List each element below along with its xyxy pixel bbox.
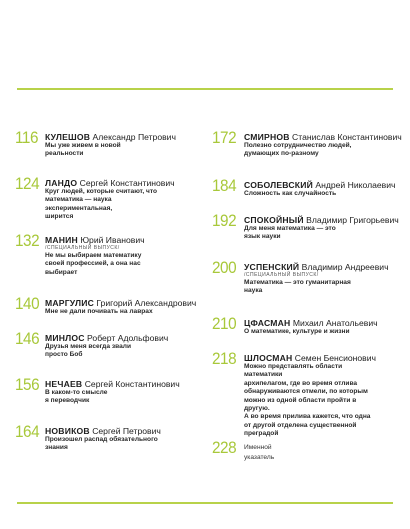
page-number: 218 xyxy=(212,349,237,368)
article-title: Не мы выбираем математику своей профессией, а она нас выбирает xyxy=(45,252,142,276)
author-name: КУЛЕШОВ Александр Петрович xyxy=(45,132,176,142)
article-title: Мне не дали почивать на лаврах xyxy=(45,308,153,315)
page-number: 172 xyxy=(212,128,237,147)
page-number: 184 xyxy=(212,176,237,195)
top-rule xyxy=(17,88,393,90)
author-name: ЦФАСМАН Михаил Анатольевич xyxy=(244,318,378,328)
page-number: 164 xyxy=(15,422,40,441)
page-number: 192 xyxy=(212,211,237,230)
article-title: Друзья меня всегда звали просто Боб xyxy=(45,343,131,359)
page-number: 156 xyxy=(15,375,40,394)
page-number: 228 xyxy=(212,438,237,457)
author-name: МАНИН Юрий Иванович xyxy=(45,235,145,245)
author-name: СМИРНОВ Станислав Константинович xyxy=(244,132,402,142)
article-title: Можно представлять области математики архипелагом, где во время отлива обнаруживаются отмели, по которым можно из одной области пройти в другую. А во время прилива кажется, что одна от другой отделена существенной преградой xyxy=(244,363,371,438)
article-title: Сложность как случайность xyxy=(244,190,337,197)
article-title: Для меня математика — это язык науки xyxy=(244,225,336,241)
bottom-rule xyxy=(17,502,393,504)
page-number: 132 xyxy=(15,231,40,250)
page-number: 200 xyxy=(212,258,237,277)
author-name: СОБОЛЕВСКИЙ Андрей Николаевич xyxy=(244,180,396,190)
author-name: СПОКОЙНЫЙ Владимир Григорьевич xyxy=(244,215,399,225)
article-title: Произошел распад обязательного знания xyxy=(45,436,158,452)
page-number: 124 xyxy=(15,174,40,193)
page-number: 210 xyxy=(212,314,237,333)
article-title: Полезно сотрудничество людей, думающих по-разному xyxy=(244,142,352,158)
special-issue-tag: /СПЕЦИАЛЬНЫЙ ВЫПУСК/ xyxy=(45,245,120,251)
author-name: НОВИКОВ Сергей Петрович xyxy=(45,426,161,436)
author-name: ЛАНДО Сергей Константинович xyxy=(45,178,175,188)
author-name: МАРГУЛИС Григорий Александрович xyxy=(45,298,197,308)
name-index-label: Именной указатель xyxy=(244,444,275,461)
special-issue-tag: /СПЕЦИАЛЬНЫЙ ВЫПУСК/ xyxy=(244,272,319,278)
article-title: В каком-то смысле я переводчик xyxy=(45,389,108,405)
author-name: МИНЛОС Роберт Адольфович xyxy=(45,333,169,343)
author-name: НЕЧАЕВ Сергей Константинович xyxy=(45,379,180,389)
author-name: ШЛОСМАН Семен Бенсионович xyxy=(244,353,377,363)
author-name: УСПЕНСКИЙ Владимир Андреевич xyxy=(244,262,389,272)
article-title: О математике, культуре и жизни xyxy=(244,328,350,335)
article-title: Круг людей, которые считают, что математика — наука экспериментальная, ширится xyxy=(45,188,158,221)
page-number: 146 xyxy=(15,329,40,348)
page-number: 140 xyxy=(15,294,40,313)
article-title: Мы уже живем в новой реальности xyxy=(45,142,121,158)
page-number: 116 xyxy=(15,128,39,147)
article-title: Математика — это гуманитарная наука xyxy=(244,279,351,295)
